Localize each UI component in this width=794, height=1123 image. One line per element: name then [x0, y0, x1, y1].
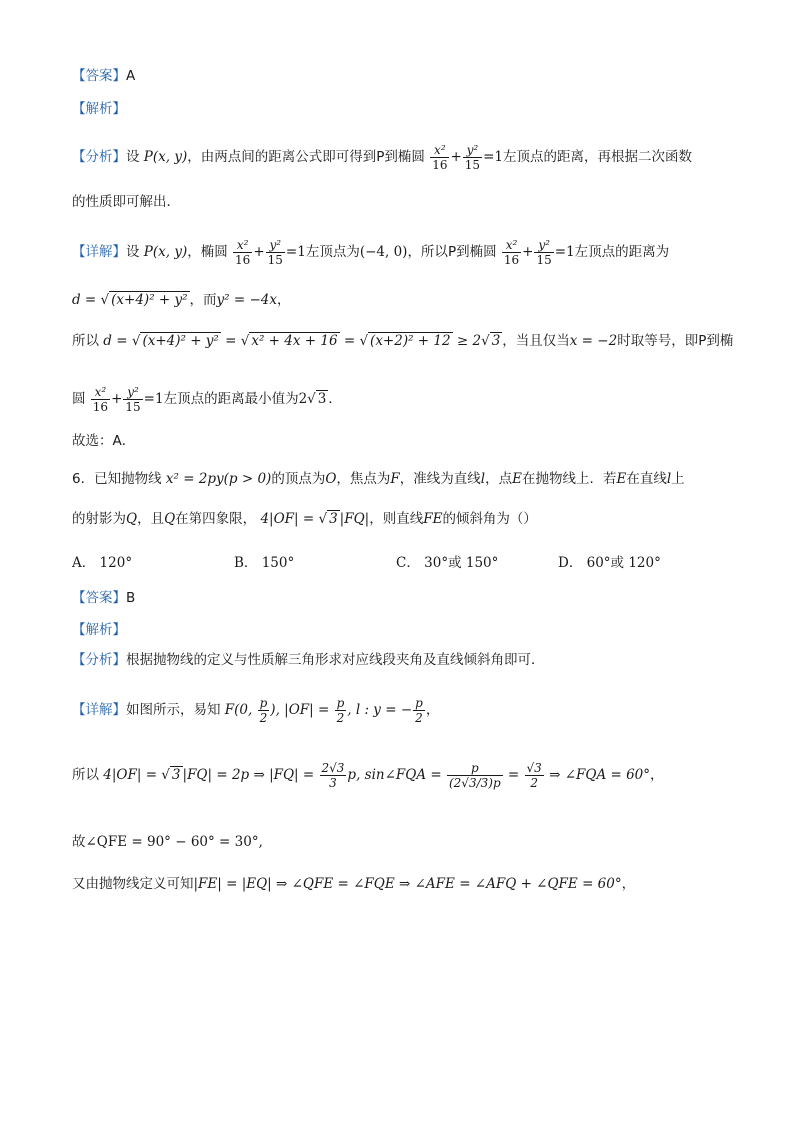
text: 时取等号，即 [617, 333, 699, 349]
text: 6．已知抛物线 [72, 471, 162, 487]
q6-xiangjie-line-2: 所以 4|OF| = √ 3 |FQ| = 2p ⇒ |FQ| = $\frac{2√3}{3}$ p, sin∠FQA = $\frac{p}{(2√3/3)p}$ = $\frac{√3}{2}$ ⇒ ∠FQA = 60°， [72, 761, 664, 790]
text: P到椭圆 [376, 149, 425, 165]
text: l [480, 471, 486, 487]
text: 根据抛物线的定义与性质解三角形求对应线段夹角及直线倾斜角即可． [126, 652, 545, 668]
q5-xiangjie-line-1: 【详解】设 P(x, y)，椭圆 $\frac{\text{x²}}{16}$ + $\frac{\text{y²}}{15}$ =1左顶点为(−4, 0)，所以P到椭圆 $\frac{\text{x²}}{16}$ + $\frac{\text{y²}}{15}$ =1左顶点的距离为 [72, 238, 670, 267]
fraction: $\frac{\text{y²}}{15}$ [267, 238, 283, 267]
option-value: 60°或 120° [586, 555, 661, 571]
formula-condition: 4|OF| = √ 3 |FQ| [260, 511, 370, 527]
text: l [666, 471, 672, 487]
fraction: $\frac{\text{y²}}{15}$ [464, 143, 481, 172]
text: ，准线为直线 [399, 471, 481, 487]
q6-stem-line-1 [72, 469, 685, 489]
q5-xiangjie-line-2: d = √ (x+4)² + y² ，而y² = −4x， [72, 292, 291, 308]
fenxi-tag: 【分析】 [72, 652, 126, 668]
option-label: A． [72, 555, 96, 571]
text: ，当且仅当 [502, 333, 570, 349]
text: 在直线 [626, 471, 667, 487]
option-value: 150° [261, 555, 295, 571]
option-b [234, 551, 294, 571]
option-label: D． [558, 555, 583, 571]
q6-xiangjie-line-3 [72, 832, 263, 852]
q6-xiangjie-line-4: 又由抛物线定义可知|FE| = |EQ| ⇒ ∠QFE = ∠FQE ⇒ ∠AFE = ∠AFQ + ∠QFE = 60°， [72, 876, 636, 892]
option-value: 120° [99, 555, 133, 571]
q6-xiangjie-line-1: 【详解】如图所示，易知 F(0, $\frac{p}{2}$ ), |OF| = $\frac{p}{2}$ , l : y = − $\frac{p}{2}$ ， [72, 696, 440, 725]
fraction: $\frac{\text{y²}}{15}$ [125, 385, 141, 414]
text: 设 [126, 149, 140, 165]
text: 圆 [72, 391, 86, 407]
option-label: C． [396, 555, 420, 571]
text: 的顶点为 [271, 471, 326, 487]
formula-chain: |FE| = |EQ| ⇒ ∠QFE = ∠FQE ⇒ ∠AFE = ∠AFQ + ∠QFE = 60° [193, 876, 622, 892]
text: ，焦点为 [336, 471, 391, 487]
text: 的性质即可解出． [72, 194, 180, 210]
option-d [558, 551, 661, 571]
text: F [390, 471, 400, 487]
text: 左顶点为 [305, 244, 360, 260]
fraction: $\frac{\text{y²}}{15}$ [536, 238, 552, 267]
text: P到椭 [698, 333, 734, 349]
formula: y² = −4x [216, 292, 277, 308]
q5-fenxi-line-2 [72, 192, 180, 212]
xiangjie-tag: 【详解】 [72, 702, 126, 718]
answer-tag: 【答案】 [72, 590, 126, 606]
option-label: B． [234, 555, 258, 571]
q6-answer-line [72, 588, 135, 608]
option-value: 30°或 150° [424, 555, 499, 571]
text: 的倾斜角为（） [442, 511, 537, 527]
fraction: $\frac{\text{x²}}{16}$ [503, 238, 520, 267]
xiangjie-tag: 【详解】 [72, 244, 126, 260]
text: 如图所示，易知 [126, 702, 221, 718]
text: 的射影为 [72, 511, 126, 527]
text: 在第四象限， [175, 511, 257, 527]
text: O [325, 471, 337, 487]
text: 故选：A． [72, 433, 136, 449]
analysis-tag: 【解析】 [72, 622, 126, 638]
formula-chain: d = √ (x+4)² + y² = √ x² + 4x + 16 = √ (x+2)² + 12 ≥ 2√ 3 [103, 333, 501, 349]
text: 所以 [72, 767, 99, 783]
q5-conclusion [72, 431, 135, 451]
answer-value: A [126, 68, 136, 84]
fraction: $\frac{\text{x²}}{16}$ [235, 238, 251, 267]
text: 所以 [72, 333, 99, 349]
text: E [616, 471, 627, 487]
option-c [396, 551, 498, 571]
text: ，而 [189, 292, 217, 308]
answer-tag: 【答案】 [72, 68, 126, 84]
formula-parabola: x² = 2py(p > 0) [165, 471, 272, 487]
text: 左顶点的距离，再根据二次函数 [502, 149, 692, 165]
analysis-tag: 【解析】 [72, 101, 126, 117]
text: E [512, 471, 522, 487]
formula: P(x, y) [143, 244, 188, 260]
text: 设 [126, 244, 140, 260]
q5-xiangjie-line-4: 圆 $\frac{\text{x²}}{16}$ + $\frac{\text{y²}}{15}$ =1左顶点的距离最小值为2√ 3 ． [72, 385, 342, 414]
text: ，由两点间的距离公式即可得到 [187, 149, 377, 165]
text: ，椭圆 [187, 244, 228, 260]
fenxi-tag: 【分析】 [72, 149, 126, 165]
q5-xiangjie-line-3: 所以 d = √ (x+4)² + y² = √ x² + 4x + 16 = √ (x+2)² + 12 ≥ 2√ 3 ，当且仅当x = −2时取等号，即P到椭 [72, 333, 734, 349]
fraction: $\frac{\text{x²}}{16}$ [92, 385, 109, 414]
text: 上 [671, 471, 685, 487]
formula-point-p: P(x, y) [143, 149, 188, 165]
fraction: $\frac{\text{x²}}{16}$ [432, 143, 448, 172]
text: 在抛物线上．若 [521, 471, 617, 487]
answer-value: B [126, 590, 136, 606]
text: ，且 [137, 511, 165, 527]
text: Q [126, 511, 138, 527]
q5-analysis-line [72, 99, 126, 119]
text: P到椭圆 [447, 244, 497, 260]
text: ． [328, 391, 342, 407]
text: 左顶点的距离为 [574, 244, 670, 260]
text: 故∠QFE = 90° − 60° = 30°, [72, 834, 263, 850]
formula-distance: d = √ (x+4)² + y² [72, 292, 188, 308]
q5-fenxi-line-1: 【分析】设 P(x, y)，由两点间的距离公式即可得到P到椭圆 $\frac{\text{x²}}{16}$ + $\frac{\text{y²}}{15}$ =1左顶点的距离，再根据二次函数 [72, 143, 692, 172]
q5-answer-line [72, 66, 135, 86]
option-a [72, 551, 132, 571]
text: ，则直线 [369, 511, 424, 527]
q6-stem-line-2 [72, 509, 537, 529]
text: ，点 [485, 471, 513, 487]
formula: F(0, $\frac{p}{2}$ ), |OF| = $\frac{p}{2}$ , l : y = − $\frac{p}{2}$ [224, 696, 423, 725]
text: 又由抛物线定义可知 [72, 876, 194, 892]
text: Q [164, 511, 176, 527]
formula-chain: 4|OF| = √ 3 |FQ| = 2p ⇒ |FQ| = $\frac{2√3}{3}$ p, sin∠FQA = $\frac{p}{(2√3/3)p}$ = $\frac{√3}{2}$ ⇒ ∠FQA = 60° [103, 761, 651, 790]
q6-analysis-line [72, 620, 126, 640]
text: 左顶点的距离最小值为 [163, 391, 299, 407]
text: ，所以 [407, 244, 448, 260]
text: FE [423, 511, 443, 527]
q6-fenxi-line [72, 650, 545, 670]
